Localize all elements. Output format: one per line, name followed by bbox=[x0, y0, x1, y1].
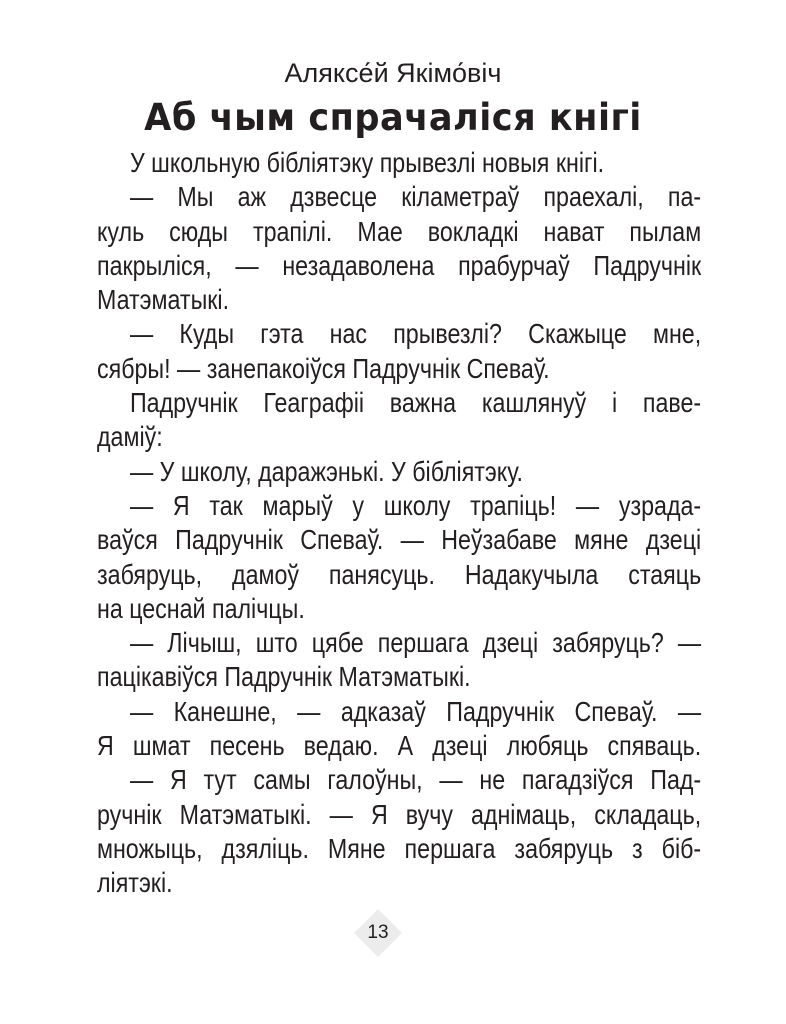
story-title: Аб чым спрачаліся кнігі bbox=[144, 96, 642, 139]
story-text bbox=[97, 146, 701, 901]
text-line: куль сюды трапілі. Мае вокладкі нават пылам bbox=[97, 215, 702, 247]
text-line: — Мы аж дзвесце кіламетраў праехалі, па- bbox=[129, 181, 702, 213]
text-line: Матэматыкі. bbox=[97, 284, 230, 316]
text-line: — Лічыш, што цябе першага дзеці забяруць? — bbox=[129, 627, 702, 659]
text-line: — Канешне, — адказаў Падручнік Спеваў. — bbox=[129, 695, 702, 727]
author-name: Аляксе́й Якімо́віч bbox=[284, 58, 502, 88]
text-line: даміў: bbox=[97, 421, 163, 453]
text-line: Я шмат песень ведаю. А дзеці любяць спяваць. bbox=[97, 730, 702, 762]
text-line: пакрыліся, — незадаволена прабурчаў Падручнік bbox=[97, 249, 702, 281]
text-line: — Куды гэта нас прывезлі? Скажыце мне, bbox=[129, 318, 702, 350]
text-line: сябры! — занепакоіўся Падручнік Спеваў. bbox=[97, 352, 550, 384]
text-line: забяруць, дамоў панясуць. Надакучыла стаяць bbox=[97, 558, 702, 590]
text-line: пацікавіўся Падручнік Матэматыкі. bbox=[97, 661, 471, 693]
text-line: — Я тут самы галоўны, — не пагадзіўся Пад- bbox=[129, 764, 702, 796]
text-line: У школьную бібліятэку прывезлі новыя кнігі. bbox=[129, 147, 605, 178]
page-number-badge bbox=[354, 909, 402, 957]
text-line: — Я так марыў у школу трапіць! — узрада- bbox=[129, 489, 702, 521]
text-line: множыць, дзяліць. Мяне першага забяруць з біб- bbox=[97, 832, 702, 864]
text-line: — У школу, даражэнькі. У бібліятэку. bbox=[129, 455, 523, 487]
text-line: на цеснай палічцы. bbox=[97, 592, 305, 624]
text-line: ваўся Падручнік Спеваў. — Неўзабаве мяне дзеці bbox=[97, 524, 702, 556]
text-line: ручнік Матэматыкі. — Я вучу аднімаць, складаць, bbox=[97, 798, 702, 830]
text-line: ліятэкі. bbox=[97, 867, 173, 899]
text-line: Падручнік Геаграфіі важна кашлянуў і паве- bbox=[129, 387, 702, 419]
page-number: 13 bbox=[367, 922, 389, 943]
